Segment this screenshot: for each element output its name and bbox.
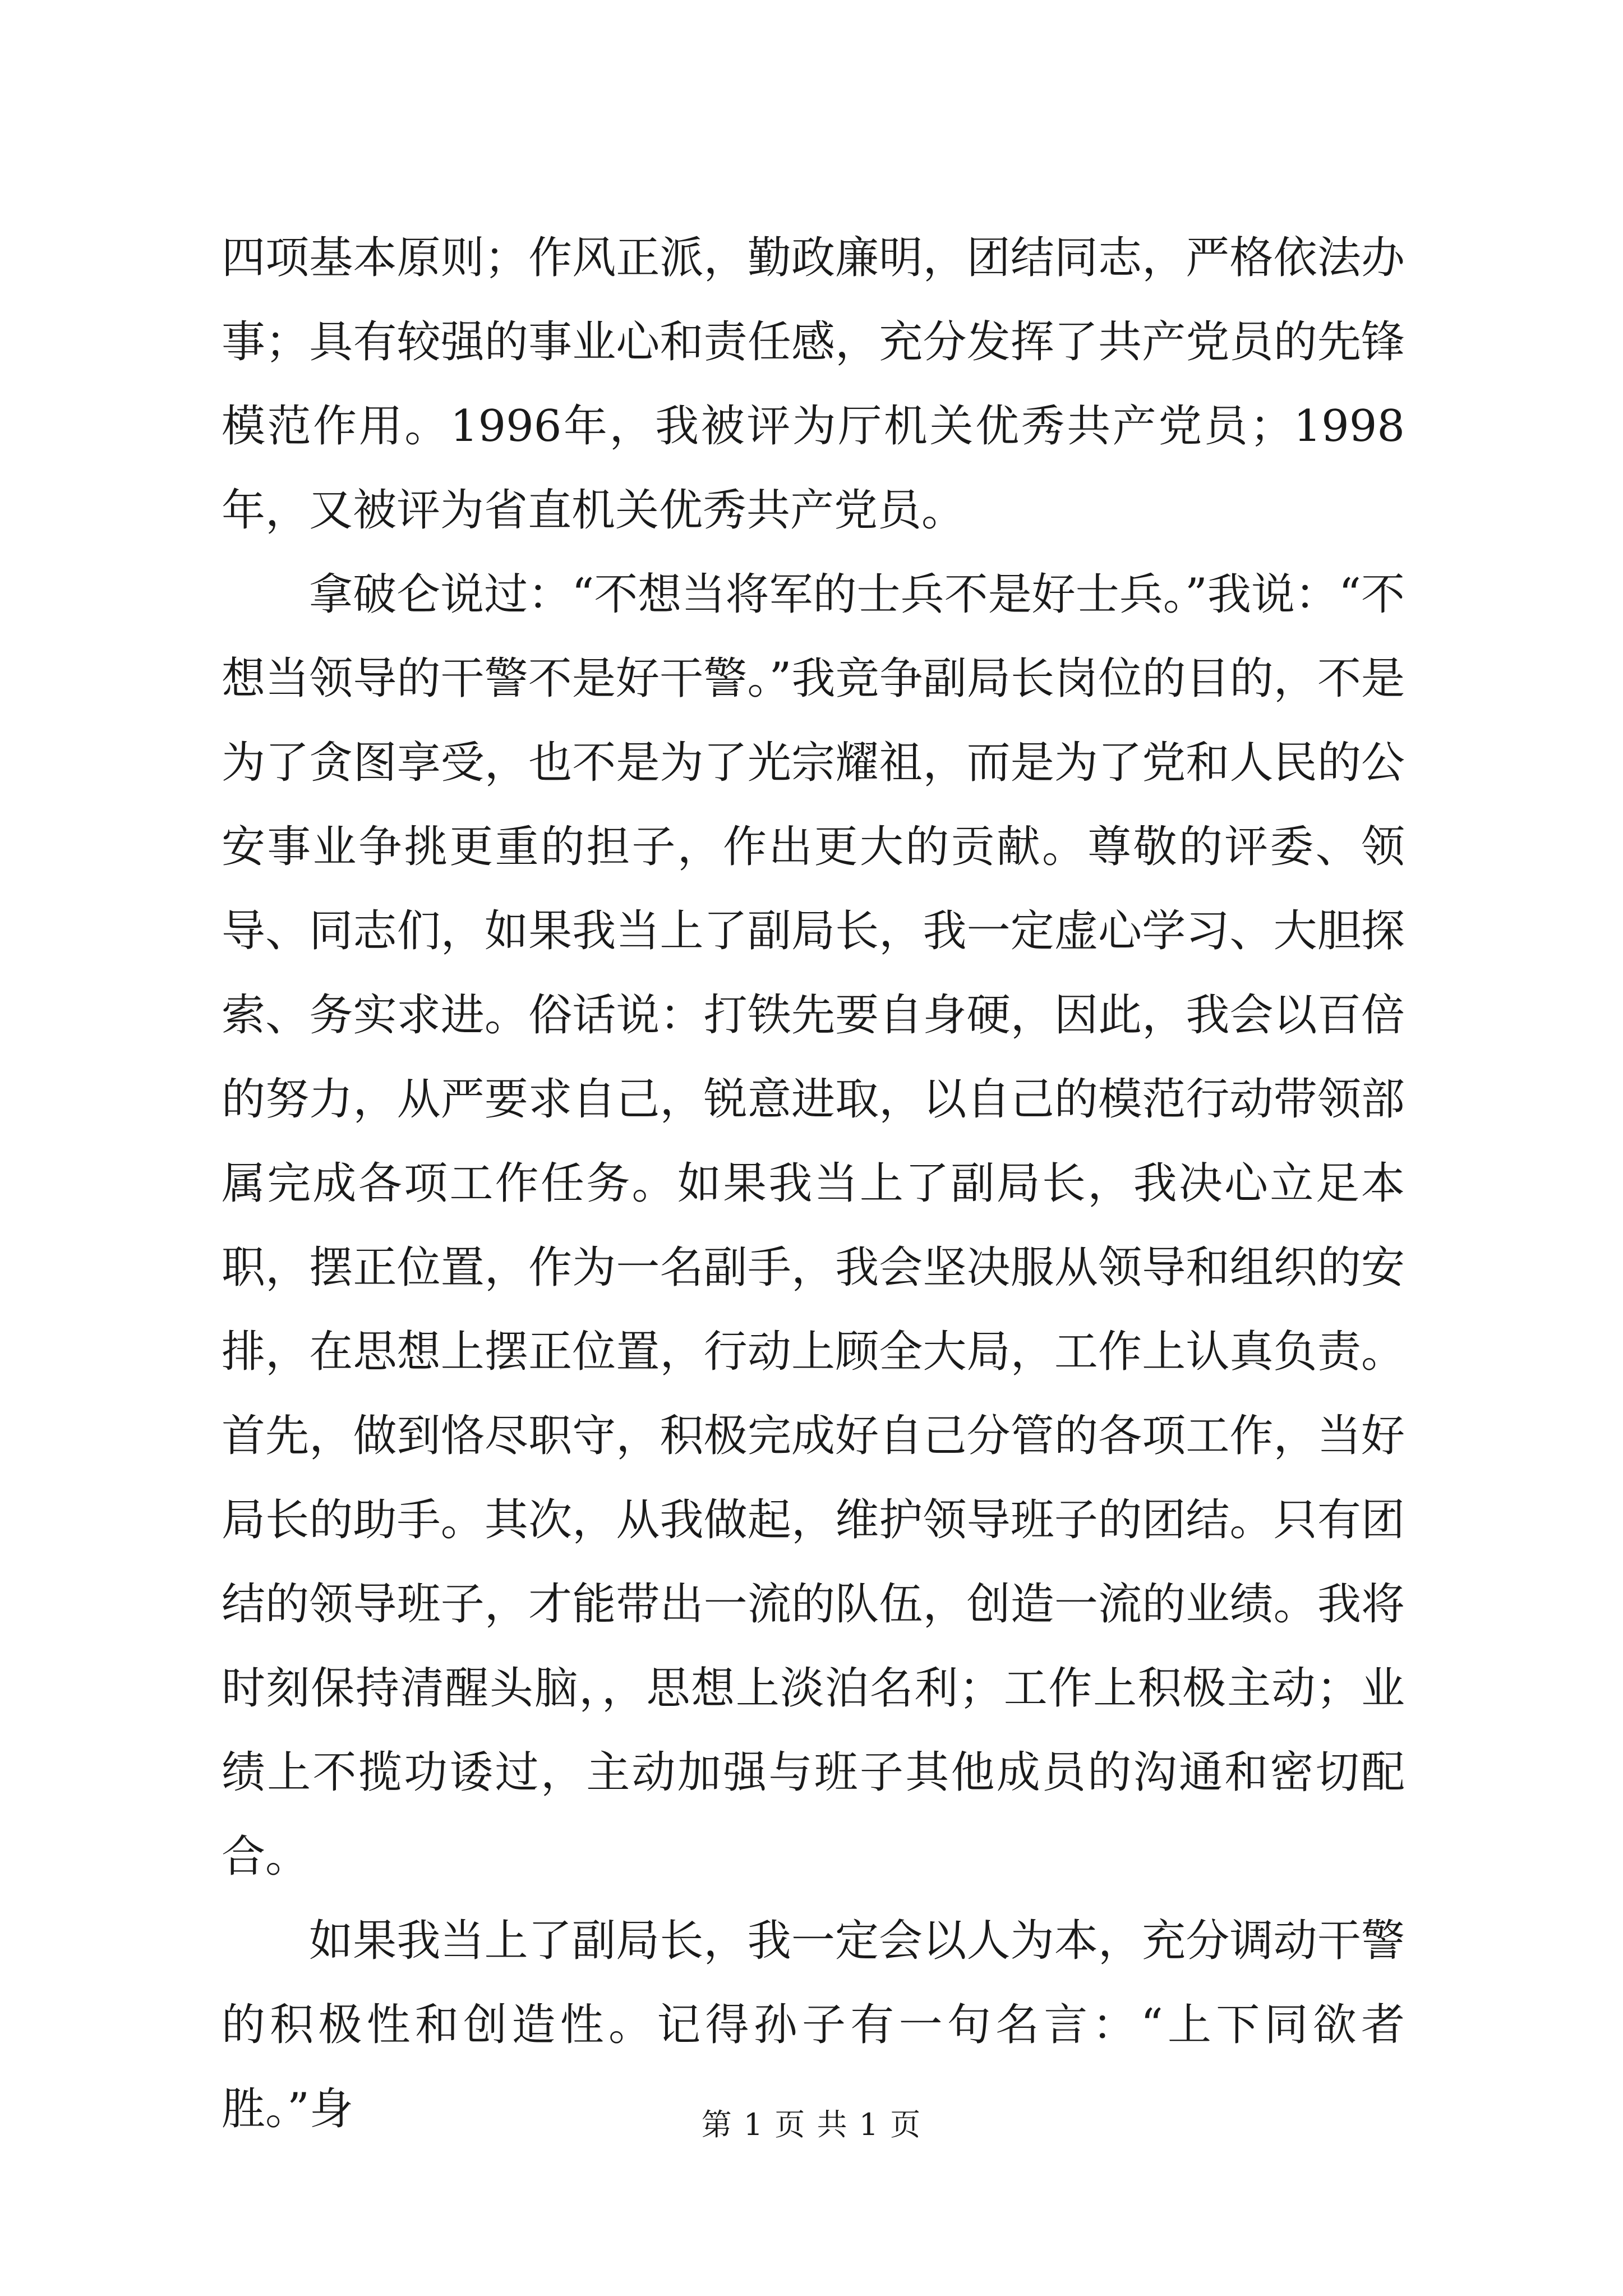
- document-body: [222, 216, 1405, 2151]
- paragraph-2: 拿破仑说过：“不想当将军的士兵不是好士兵。”我说：“不想当领导的干警不是好干警。”我竞争副局长岗位的目的，不是为了贪图享受，也不是为了光宗耀祖，而是为了党和人民的公安事业争挑更重的担子，作出更大的贡献。尊敬的评委、领导、同志们，如果我当上了副局长，我一定虚心学习、大胆探索、务实求进。俗话说：打铁先要自身硬，因此，我会以百倍的努力，从严要求自己，锐意进取，以自己的模范行动带领部属完成各项工作任务。如果我当上了副局长，我决心立足本职，摆正位置，作为一名副手，我会坚决服从领导和组织的安排，在思想上摆正位置，行动上顾全大局，工作上认真负责。首先，做到恪尽职守，积极完成好自己分管的各项工作，当好局长的助手。其次，从我做起，维护领导班子的团结。只有团结的领导班子，才能带出一流的队伍，创造一流的业绩。我将时刻保持清醒头脑，，思想上淡泊名利；工作上积极主动；业绩上不揽功诿过，主动加强与班子其他成员的沟通和密切配合。: [222, 569, 1405, 1882]
- paragraph-1: 四项基本原则；作风正派，勤政廉明，团结同志，严格依法办事；具有较强的事业心和责任感，充分发挥了共产党员的先锋模范作用。1996年，我被评为厅机关优秀共产党员；1998年，又被评为省直机关优秀共产党员。: [222, 233, 1405, 536]
- page-footer: 第 1 页 共 1 页: [701, 2107, 922, 2142]
- paragraph-3: 如果我当上了副局长，我一定会以人为本，充分调动干警的积极性和创造性。记得孙子有一句名言：“上下同欲者胜。”身: [222, 1916, 1405, 2134]
